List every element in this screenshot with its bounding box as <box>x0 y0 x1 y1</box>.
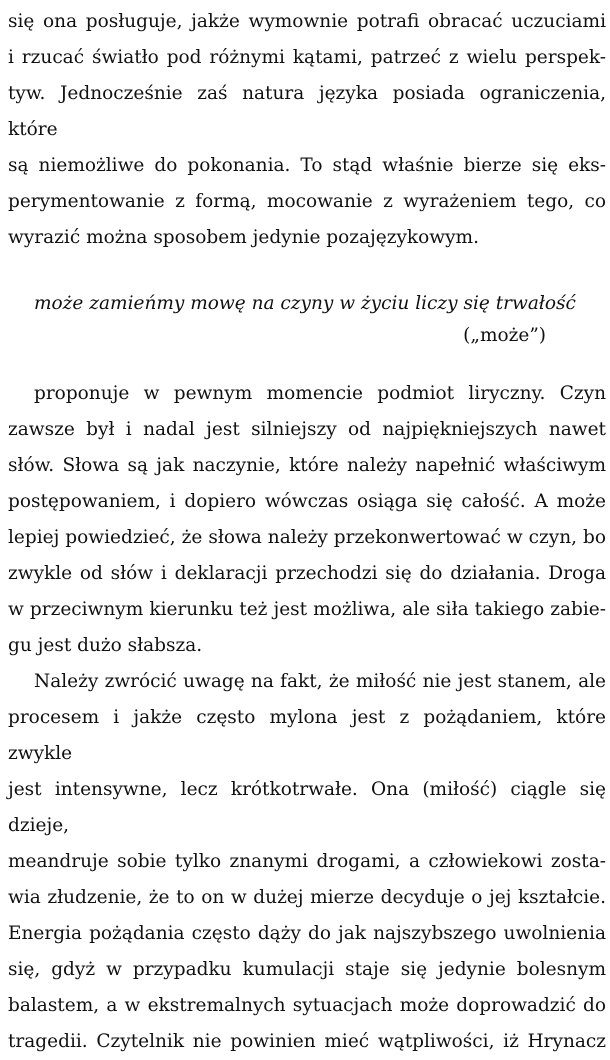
text-line: jest intensywne, lecz krótkotrwałe. Ona (miłość) ciągle się dzieje, <box>8 779 606 836</box>
text-line: proponuje w pewnym momencie podmiot liryczny. Czyn <box>34 383 606 404</box>
paragraph-1 <box>8 4 606 256</box>
text-line: się ona posługuje, jakże wymownie potrafi obracać uczuciami <box>8 11 606 32</box>
text-line: procesem i jakże często mylona jest z pożądaniem, które zwykle <box>8 707 606 764</box>
text-line: wyrazić można sposobem jedynie pozajęzykowym. <box>8 227 479 248</box>
text-line: słów. Słowa są jak naczynie, które należy napełnić właściwym <box>8 455 606 476</box>
paragraph-2 <box>8 376 606 664</box>
text-line: meandruje sobie tylko znanymi drogami, a człowiekowi zosta- <box>8 851 606 872</box>
text-line: Energia pożądania często dąży do jak najszybszego uwolnienia <box>8 923 606 944</box>
text-line: są niemożliwe do pokonania. To stąd właśnie bierze się eks- <box>8 155 606 176</box>
text-line: perymentowanie z formą, mocowanie z wyrażeniem tego, co <box>8 191 606 212</box>
paragraph-3 <box>8 664 606 1060</box>
quote-source: („może”) <box>463 325 546 346</box>
text-line: lepiej powiedzieć, że słowa należy przekonwertować w czyn, bo <box>8 527 606 548</box>
text-line: balastem, a w ekstremalnych sytuacjach może doprowadzić do <box>8 995 606 1016</box>
text-line: postępowaniem, i dopiero wówczas osiąga się całość. A może <box>8 491 606 512</box>
text-line: wia złudzenie, że to on w dużej mierze decyduje o jej kształcie. <box>8 887 606 908</box>
text-line: tragedii. Czytelnik nie powinien mieć wątpliwości, iż Hrynacz <box>8 1031 606 1052</box>
text-line: gu jest dużo słabsza. <box>8 635 203 656</box>
text-line: zwykle od słów i deklaracji przechodzi się do działania. Droga <box>8 563 606 584</box>
text-line: tyw. Jednocześnie zaś natura języka posiada ograniczenia, które <box>8 83 606 140</box>
text-line: się, gdyż w przypadku kumulacji staje się jedynie bolesnym <box>8 959 606 980</box>
document-page <box>8 0 606 1052</box>
text-line: zawsze był i nadal jest silniejszy od najpiękniejszych nawet <box>8 419 606 440</box>
poem-quote: może zamieńmy mowę na czyny w życiu liczy się trwałość <box>34 293 576 314</box>
text-line: i rzucać światło pod różnymi kątami, patrzeć z wielu perspek- <box>8 47 606 68</box>
text-line: Należy zwrócić uwagę na fakt, że miłość nie jest stanem, ale <box>34 671 606 692</box>
text-line: w przeciwnym kierunku też jest możliwa, ale siła takiego zabie- <box>8 599 606 620</box>
